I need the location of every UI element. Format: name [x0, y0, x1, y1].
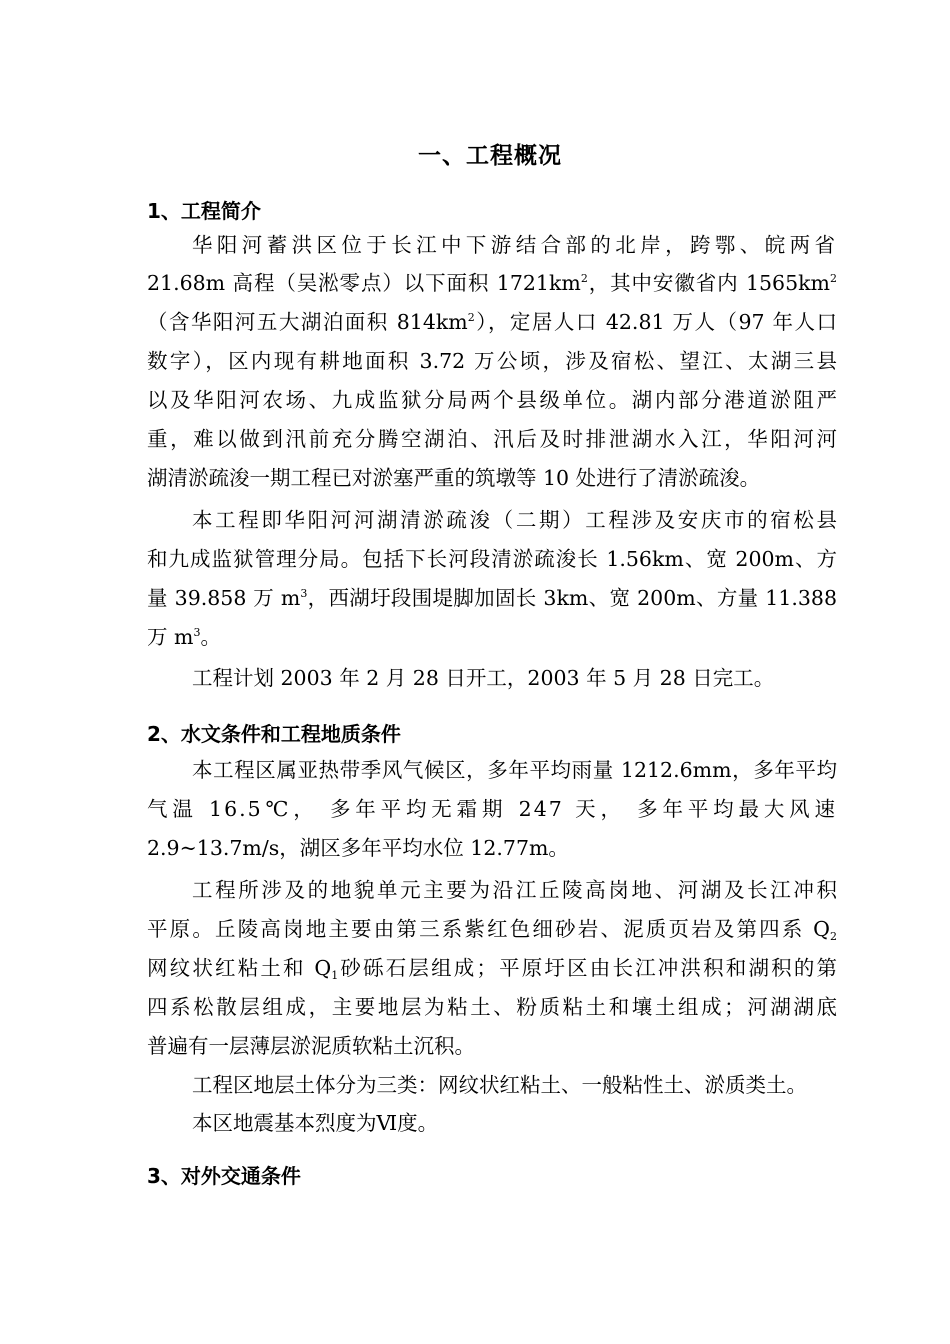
s2-p1-line1: 本工程区属亚热带季风气候区，多年平均雨量 1212.6mm，多年平均	[192, 758, 837, 782]
s1-p1-line4: 数字），区内现有耕地面积 3.72 万公顷，涉及宿松、望江、太湖三县	[147, 349, 837, 373]
s2-p2-line5: 普遍有一层薄层淤泥质软粘土沉积。	[147, 1034, 475, 1058]
s1-p1-line2: 21.68m 高程（吴淞零点）以下面积 $1721km^2$，其中安徽省内 $1565km^2$	[147, 271, 837, 295]
s1-p2-line3: 量 39.858 万 $m^3$，西湖圩段围堤脚加固长 3km、宽 200m、方量 11.388	[147, 586, 838, 610]
s1-p1-line7: 湖清淤疏浚一期工程已对淤塞严重的筑墩等 10 处进行了清淤疏浚。	[147, 466, 761, 490]
s2-p2-line4: 四系松散层组成，主要地层为粘土、粉质粘土和壤土组成；河湖湖底	[147, 995, 837, 1019]
s1-p2-line4: 万 $m^3$。	[147, 625, 221, 649]
s1-p1-line5: 以及华阳河农场、九成监狱分局两个县级单位。湖内部分港道淤阻严	[147, 388, 837, 412]
s1-p2-line2: 和九成监狱管理分局。包括下长河段清淤疏浚长 1.56km、宽 200m、方	[147, 547, 837, 571]
section-2-heading: 2、水文条件和工程地质条件	[147, 722, 401, 746]
s2-p2-line3: 网纹状红粘土和 $Q_1$砂砾石层组成；平原圩区由长江冲洪积和湖积的第	[147, 956, 837, 982]
s1-p1-line6: 重，难以做到汛前充分腾空湖泊、汛后及时排泄湖水入江，华阳河河	[147, 427, 837, 451]
s2-p4: 本区地震基本烈度为Ⅵ度。	[192, 1111, 439, 1135]
s2-p2-line1: 工程所涉及的地貌单元主要为沿江丘陵高岗地、河湖及长江冲积	[192, 878, 837, 902]
s2-p1-line2: 气温 16.5℃， 多年平均无霜期 247 天， 多年平均最大风速	[147, 797, 837, 821]
page-title: 一、工程概况	[418, 143, 562, 169]
s1-p3: 工程计划 2003 年 2 月 28 日开工，2003 年 5 月 28 日完工。	[192, 666, 775, 690]
s1-p1-line3: （含华阳河五大湖泊面积 $814km^2$），定居人口 42.81 万人（97 年人口	[147, 310, 837, 334]
section-3-heading: 3、对外交通条件	[147, 1164, 301, 1188]
s1-p1-line1: 华阳河蓄洪区位于长江中下游结合部的北岸，跨鄂、皖两省	[192, 233, 837, 257]
s2-p2-line2: 平原。丘陵高岗地主要由第三系紫红色细砂岩、泥质页岩及第四系 $Q_2$	[147, 917, 837, 943]
s2-p3: 工程区地层土体分为三类：网纹状红粘土、一般粘性土、淤质类土。	[192, 1073, 807, 1097]
section-1-heading: 1、工程简介	[147, 199, 261, 223]
s2-p1-line3: 2.9~13.7m/s，湖区多年平均水位 12.77m。	[147, 836, 569, 860]
s1-p2-line1: 本工程即华阳河河湖清淤疏浚（二期）工程涉及安庆市的宿松县	[192, 508, 837, 532]
